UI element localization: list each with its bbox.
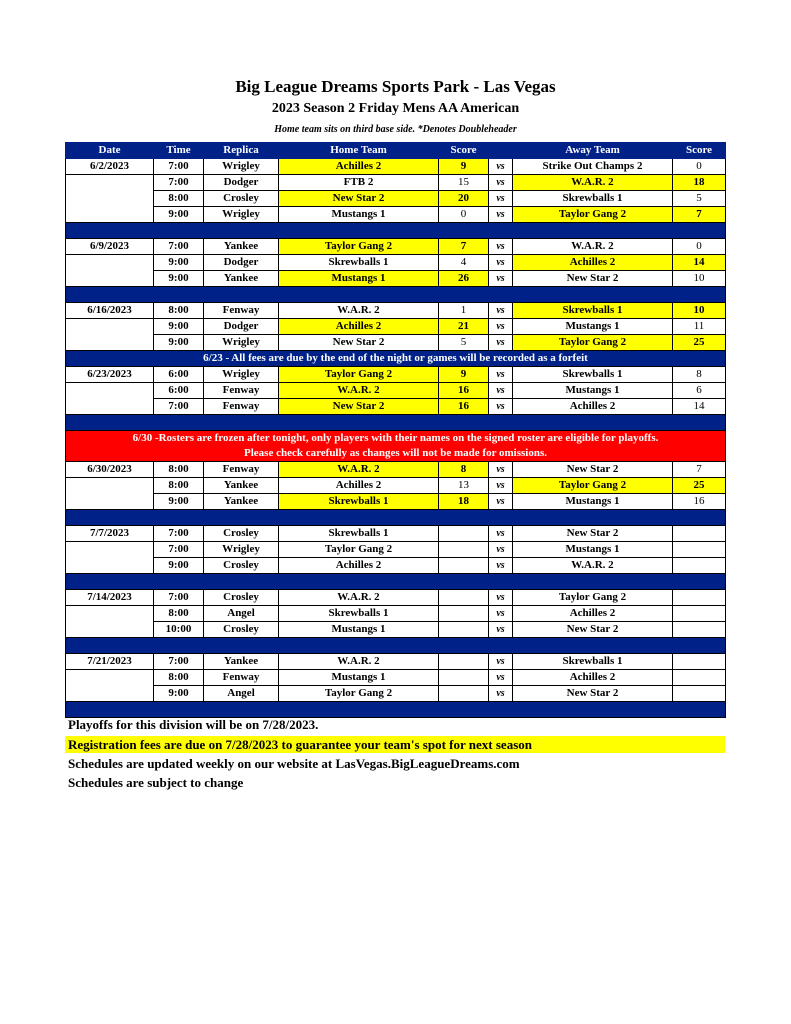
- header-time: Time: [154, 143, 204, 159]
- home-score-cell: 9: [439, 367, 489, 383]
- table-row: [66, 399, 726, 415]
- vs-cell: vs: [489, 191, 513, 207]
- vs-cell: vs: [489, 175, 513, 191]
- away-score-cell: 16: [673, 494, 726, 510]
- time-cell: 8:00: [154, 606, 204, 622]
- away-team-cell: Skrewballs 1: [513, 654, 673, 670]
- date-cell: 6/9/2023: [66, 239, 154, 255]
- away-score-cell: 18: [673, 175, 726, 191]
- time-cell: 7:00: [154, 399, 204, 415]
- date-cell: [66, 494, 154, 510]
- time-cell: 8:00: [154, 670, 204, 686]
- separator-cell: [66, 510, 726, 526]
- home-score-cell: 4: [439, 255, 489, 271]
- home-team-cell: W.A.R. 2: [279, 383, 439, 399]
- home-team-cell: Achilles 2: [279, 319, 439, 335]
- page-title: Big League Dreams Sports Park - Las Vegas: [235, 77, 556, 96]
- vs-cell: vs: [489, 494, 513, 510]
- replica-cell: Yankee: [204, 271, 279, 287]
- away-score-cell: [673, 622, 726, 638]
- table-row: [66, 478, 726, 494]
- table-row: [66, 271, 726, 287]
- away-team-cell: W.A.R. 2: [513, 175, 673, 191]
- away-team-cell: Strike Out Champs 2: [513, 159, 673, 175]
- date-cell: [66, 207, 154, 223]
- date-cell: 7/21/2023: [66, 654, 154, 670]
- home-team-cell: Taylor Gang 2: [279, 239, 439, 255]
- replica-cell: Wrigley: [204, 159, 279, 175]
- week-separator: [66, 415, 726, 431]
- home-score-cell: 21: [439, 319, 489, 335]
- away-score-cell: 6: [673, 383, 726, 399]
- week-separator: [66, 702, 726, 718]
- date-cell: [66, 383, 154, 399]
- home-score-cell: [439, 542, 489, 558]
- away-score-cell: 0: [673, 159, 726, 175]
- time-cell: 8:00: [154, 478, 204, 494]
- separator-cell: [66, 638, 726, 654]
- replica-cell: Dodger: [204, 319, 279, 335]
- home-team-cell: Mustangs 1: [279, 622, 439, 638]
- table-header-row: [66, 143, 726, 159]
- date-cell: [66, 622, 154, 638]
- home-score-cell: 1: [439, 303, 489, 319]
- registration-note: Registration fees are due on 7/28/2023 to guarantee your team's spot for next season: [65, 736, 725, 753]
- fees-notice-row: [66, 351, 726, 367]
- date-cell: 6/2/2023: [66, 159, 154, 175]
- away-team-cell: New Star 2: [513, 622, 673, 638]
- date-cell: 7/14/2023: [66, 590, 154, 606]
- home-score-cell: [439, 654, 489, 670]
- table-row: [66, 383, 726, 399]
- home-score-cell: 26: [439, 271, 489, 287]
- table-row: [66, 558, 726, 574]
- vs-cell: vs: [489, 399, 513, 415]
- away-team-cell: New Star 2: [513, 271, 673, 287]
- date-cell: [66, 175, 154, 191]
- header-vs: [489, 143, 513, 159]
- home-team-cell: W.A.R. 2: [279, 654, 439, 670]
- away-score-cell: 5: [673, 191, 726, 207]
- fees-notice: 6/23 - All fees are due by the end of the night or games will be recorded as a forfeit: [66, 351, 726, 367]
- vs-cell: vs: [489, 255, 513, 271]
- week-separator: [66, 638, 726, 654]
- home-score-cell: 5: [439, 335, 489, 351]
- home-team-cell: New Star 2: [279, 335, 439, 351]
- table-row: [66, 207, 726, 223]
- roster-notice-line1: 6/30 -Rosters are frozen after tonight, only players with their names on the signed roster are eligible for playoffs.: [132, 432, 659, 444]
- away-team-cell: Mustangs 1: [513, 494, 673, 510]
- table-row: [66, 686, 726, 702]
- home-team-cell: Achilles 2: [279, 558, 439, 574]
- home-score-cell: 16: [439, 399, 489, 415]
- home-score-cell: 18: [439, 494, 489, 510]
- home-score-cell: 15: [439, 175, 489, 191]
- date-cell: [66, 399, 154, 415]
- away-score-cell: [673, 558, 726, 574]
- table-row: [66, 670, 726, 686]
- doubleheader-note: Home team sits on third base side. *Denotes Doubleheader: [274, 124, 517, 135]
- away-team-cell: Taylor Gang 2: [513, 335, 673, 351]
- away-score-cell: 14: [673, 255, 726, 271]
- away-team-cell: Achilles 2: [513, 399, 673, 415]
- vs-cell: vs: [489, 558, 513, 574]
- time-cell: 10:00: [154, 622, 204, 638]
- home-score-cell: 13: [439, 478, 489, 494]
- time-cell: 6:00: [154, 383, 204, 399]
- date-cell: [66, 686, 154, 702]
- vs-cell: vs: [489, 159, 513, 175]
- home-score-cell: 20: [439, 191, 489, 207]
- away-score-cell: 10: [673, 303, 726, 319]
- away-team-cell: Skrewballs 1: [513, 191, 673, 207]
- replica-cell: Dodger: [204, 175, 279, 191]
- away-score-cell: 25: [673, 478, 726, 494]
- separator-cell: [66, 415, 726, 431]
- time-cell: 9:00: [154, 686, 204, 702]
- table-row: [66, 526, 726, 542]
- vs-cell: vs: [489, 319, 513, 335]
- time-cell: 7:00: [154, 159, 204, 175]
- header-home-team: Home Team: [279, 143, 439, 159]
- away-team-cell: Skrewballs 1: [513, 367, 673, 383]
- date-cell: 6/30/2023: [66, 462, 154, 478]
- replica-cell: Angel: [204, 606, 279, 622]
- home-score-cell: [439, 526, 489, 542]
- away-team-cell: Achilles 2: [513, 255, 673, 271]
- replica-cell: Fenway: [204, 383, 279, 399]
- page-subtitle: 2023 Season 2 Friday Mens AA American: [271, 101, 520, 116]
- date-cell: [66, 558, 154, 574]
- replica-cell: Fenway: [204, 303, 279, 319]
- table-row: [66, 303, 726, 319]
- away-score-cell: 10: [673, 271, 726, 287]
- time-cell: 9:00: [154, 335, 204, 351]
- time-cell: 6:00: [154, 367, 204, 383]
- time-cell: 9:00: [154, 255, 204, 271]
- replica-cell: Wrigley: [204, 207, 279, 223]
- vs-cell: vs: [489, 367, 513, 383]
- time-cell: 8:00: [154, 462, 204, 478]
- away-score-cell: [673, 590, 726, 606]
- away-score-cell: [673, 654, 726, 670]
- away-score-cell: 7: [673, 207, 726, 223]
- time-cell: 7:00: [154, 175, 204, 191]
- away-team-cell: New Star 2: [513, 462, 673, 478]
- website-note: Schedules are updated weekly on our website at LasVegas.BigLeagueDreams.com: [68, 756, 520, 771]
- vs-cell: vs: [489, 670, 513, 686]
- home-team-cell: W.A.R. 2: [279, 462, 439, 478]
- home-score-cell: 0: [439, 207, 489, 223]
- schedule-table: [65, 142, 726, 718]
- separator-cell: [66, 287, 726, 303]
- away-team-cell: Mustangs 1: [513, 542, 673, 558]
- replica-cell: Crosley: [204, 558, 279, 574]
- home-team-cell: New Star 2: [279, 191, 439, 207]
- time-cell: 9:00: [154, 558, 204, 574]
- date-cell: [66, 606, 154, 622]
- replica-cell: Crosley: [204, 590, 279, 606]
- away-team-cell: W.A.R. 2: [513, 558, 673, 574]
- date-cell: [66, 319, 154, 335]
- table-row: [66, 622, 726, 638]
- replica-cell: Fenway: [204, 670, 279, 686]
- away-score-cell: 8: [673, 367, 726, 383]
- home-team-cell: Achilles 2: [279, 159, 439, 175]
- away-score-cell: 25: [673, 335, 726, 351]
- away-score-cell: 11: [673, 319, 726, 335]
- home-team-cell: Skrewballs 1: [279, 606, 439, 622]
- separator-cell: [66, 223, 726, 239]
- home-score-cell: [439, 590, 489, 606]
- replica-cell: Yankee: [204, 478, 279, 494]
- vs-cell: vs: [489, 383, 513, 399]
- away-team-cell: New Star 2: [513, 526, 673, 542]
- away-score-cell: 14: [673, 399, 726, 415]
- away-team-cell: Taylor Gang 2: [513, 478, 673, 494]
- home-team-cell: Mustangs 1: [279, 207, 439, 223]
- away-team-cell: New Star 2: [513, 686, 673, 702]
- away-team-cell: W.A.R. 2: [513, 239, 673, 255]
- header-away-score: Score: [673, 143, 726, 159]
- away-score-cell: [673, 606, 726, 622]
- away-score-cell: [673, 542, 726, 558]
- home-team-cell: Skrewballs 1: [279, 494, 439, 510]
- time-cell: 8:00: [154, 303, 204, 319]
- header-replica: Replica: [204, 143, 279, 159]
- time-cell: 9:00: [154, 494, 204, 510]
- home-score-cell: 16: [439, 383, 489, 399]
- away-team-cell: Achilles 2: [513, 606, 673, 622]
- replica-cell: Angel: [204, 686, 279, 702]
- table-row: [66, 654, 726, 670]
- away-score-cell: [673, 686, 726, 702]
- vs-cell: vs: [489, 686, 513, 702]
- away-score-cell: [673, 526, 726, 542]
- roster-notice: [66, 431, 726, 462]
- replica-cell: Yankee: [204, 654, 279, 670]
- time-cell: 8:00: [154, 191, 204, 207]
- away-team-cell: Mustangs 1: [513, 319, 673, 335]
- vs-cell: vs: [489, 606, 513, 622]
- week-separator: [66, 510, 726, 526]
- roster-notice-line2: Please check carefully as changes will not be made for omissions.: [244, 447, 547, 459]
- replica-cell: Fenway: [204, 399, 279, 415]
- vs-cell: vs: [489, 335, 513, 351]
- vs-cell: vs: [489, 271, 513, 287]
- vs-cell: vs: [489, 542, 513, 558]
- home-score-cell: 7: [439, 239, 489, 255]
- home-team-cell: W.A.R. 2: [279, 303, 439, 319]
- home-team-cell: Taylor Gang 2: [279, 367, 439, 383]
- replica-cell: Yankee: [204, 494, 279, 510]
- date-cell: [66, 191, 154, 207]
- week-separator: [66, 223, 726, 239]
- table-row: [66, 239, 726, 255]
- away-score-cell: 0: [673, 239, 726, 255]
- time-cell: 7:00: [154, 654, 204, 670]
- table-row: [66, 606, 726, 622]
- replica-cell: Wrigley: [204, 367, 279, 383]
- date-cell: 7/7/2023: [66, 526, 154, 542]
- date-cell: [66, 255, 154, 271]
- time-cell: 7:00: [154, 526, 204, 542]
- home-score-cell: [439, 606, 489, 622]
- header-date: Date: [66, 143, 154, 159]
- away-team-cell: Mustangs 1: [513, 383, 673, 399]
- home-team-cell: FTB 2: [279, 175, 439, 191]
- home-score-cell: [439, 622, 489, 638]
- away-team-cell: Taylor Gang 2: [513, 207, 673, 223]
- time-cell: 7:00: [154, 590, 204, 606]
- away-score-cell: [673, 670, 726, 686]
- time-cell: 9:00: [154, 319, 204, 335]
- replica-cell: Crosley: [204, 526, 279, 542]
- playoffs-note: Playoffs for this division will be on 7/28/2023.: [68, 717, 319, 732]
- date-cell: 6/16/2023: [66, 303, 154, 319]
- schedule-body: [66, 159, 726, 718]
- replica-cell: Wrigley: [204, 542, 279, 558]
- replica-cell: Dodger: [204, 255, 279, 271]
- separator-cell: [66, 574, 726, 590]
- home-team-cell: Mustangs 1: [279, 271, 439, 287]
- home-team-cell: Skrewballs 1: [279, 526, 439, 542]
- away-score-cell: 7: [673, 462, 726, 478]
- table-row: [66, 542, 726, 558]
- time-cell: 9:00: [154, 271, 204, 287]
- time-cell: 9:00: [154, 207, 204, 223]
- replica-cell: Crosley: [204, 622, 279, 638]
- home-team-cell: Skrewballs 1: [279, 255, 439, 271]
- replica-cell: Crosley: [204, 191, 279, 207]
- vs-cell: vs: [489, 478, 513, 494]
- table-row: [66, 175, 726, 191]
- home-score-cell: 8: [439, 462, 489, 478]
- vs-cell: vs: [489, 622, 513, 638]
- away-team-cell: Skrewballs 1: [513, 303, 673, 319]
- date-cell: [66, 478, 154, 494]
- home-score-cell: 9: [439, 159, 489, 175]
- home-team-cell: Taylor Gang 2: [279, 686, 439, 702]
- table-row: [66, 367, 726, 383]
- home-team-cell: Mustangs 1: [279, 670, 439, 686]
- home-score-cell: [439, 670, 489, 686]
- away-team-cell: Taylor Gang 2: [513, 590, 673, 606]
- table-row: [66, 335, 726, 351]
- home-team-cell: Taylor Gang 2: [279, 542, 439, 558]
- home-team-cell: Achilles 2: [279, 478, 439, 494]
- vs-cell: vs: [489, 303, 513, 319]
- vs-cell: vs: [489, 590, 513, 606]
- table-row: [66, 255, 726, 271]
- roster-notice-row: [66, 431, 726, 462]
- date-cell: [66, 670, 154, 686]
- home-team-cell: New Star 2: [279, 399, 439, 415]
- week-separator: [66, 287, 726, 303]
- replica-cell: Wrigley: [204, 335, 279, 351]
- replica-cell: Fenway: [204, 462, 279, 478]
- vs-cell: vs: [489, 526, 513, 542]
- table-row: [66, 191, 726, 207]
- home-score-cell: [439, 686, 489, 702]
- separator-cell: [66, 702, 726, 718]
- vs-cell: vs: [489, 462, 513, 478]
- home-score-cell: [439, 558, 489, 574]
- date-cell: [66, 271, 154, 287]
- away-team-cell: Achilles 2: [513, 670, 673, 686]
- table-row: [66, 590, 726, 606]
- header-home-score: Score: [439, 143, 489, 159]
- vs-cell: vs: [489, 654, 513, 670]
- vs-cell: vs: [489, 239, 513, 255]
- table-row: [66, 319, 726, 335]
- table-row: [66, 159, 726, 175]
- date-cell: 6/23/2023: [66, 367, 154, 383]
- date-cell: [66, 542, 154, 558]
- home-team-cell: W.A.R. 2: [279, 590, 439, 606]
- time-cell: 7:00: [154, 239, 204, 255]
- week-separator: [66, 574, 726, 590]
- time-cell: 7:00: [154, 542, 204, 558]
- header-away-team: Away Team: [513, 143, 673, 159]
- replica-cell: Yankee: [204, 239, 279, 255]
- table-row: [66, 494, 726, 510]
- date-cell: [66, 335, 154, 351]
- subject-note: Schedules are subject to change: [68, 775, 244, 790]
- vs-cell: vs: [489, 207, 513, 223]
- table-row: [66, 462, 726, 478]
